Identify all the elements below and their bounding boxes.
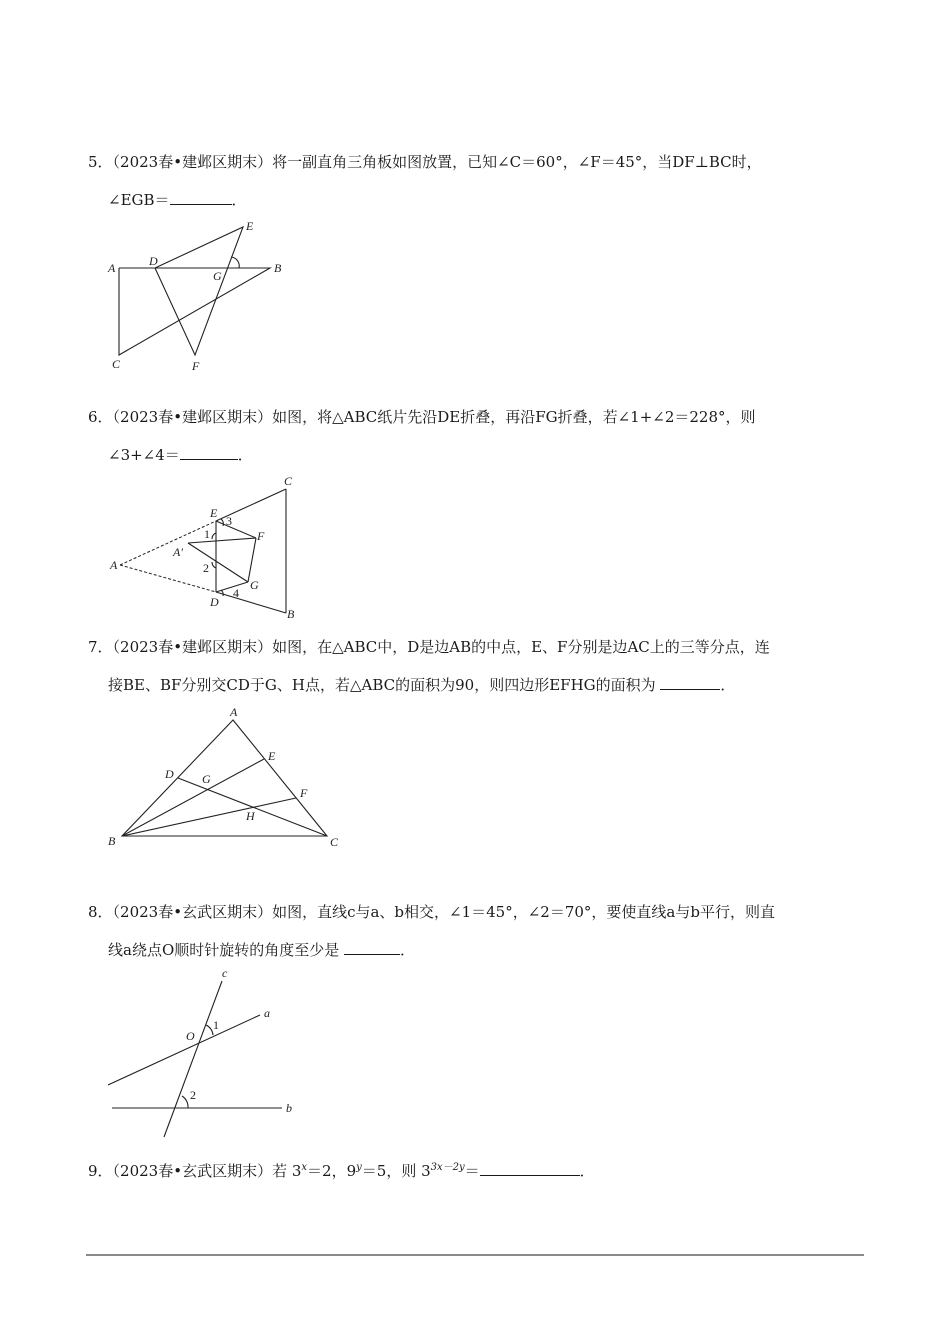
- punctuation: ．: [237, 446, 253, 464]
- question-7-line-2: [108, 675, 735, 695]
- label-f: F: [300, 786, 308, 800]
- question-7-line-1: [88, 637, 770, 657]
- question-text: ＝: [464, 1162, 480, 1180]
- angle-label-1: 1: [204, 527, 210, 541]
- label-f: F: [257, 529, 265, 543]
- question-6-line-2: [108, 445, 253, 465]
- label-g: G: [250, 578, 259, 592]
- angle-label-3: 3: [226, 514, 232, 528]
- figure-q7: [100, 700, 350, 855]
- answer-blank[interactable]: [660, 675, 720, 690]
- label-a: A: [230, 705, 238, 719]
- question-number: 8．: [88, 903, 113, 921]
- figure-q5: [100, 215, 300, 375]
- exponent: y: [356, 1162, 362, 1173]
- exponent: 3x－2y: [430, 1162, 465, 1173]
- question-text: 将一副直角三角板如图放置，已知∠C＝60°，∠F＝45°，当DF⊥BC时，: [272, 153, 762, 171]
- label-d: D: [149, 254, 158, 268]
- label-b: b: [286, 1101, 292, 1115]
- label-c: C: [330, 835, 339, 849]
- answer-blank[interactable]: [480, 1161, 580, 1176]
- punctuation: ．: [400, 941, 416, 959]
- question-5-line-1: [88, 152, 762, 172]
- label-e: E: [268, 749, 276, 763]
- label-a: A: [110, 558, 118, 572]
- question-8-line-2: [108, 940, 415, 960]
- label-e: E: [210, 506, 218, 520]
- label-a-prime: A′: [173, 545, 183, 559]
- question-number: 5．: [88, 153, 113, 171]
- label-c: C: [112, 357, 121, 371]
- label-b: B: [108, 834, 116, 848]
- angle-label-4: 4: [233, 586, 239, 600]
- label-c: c: [222, 966, 228, 980]
- label-o: O: [186, 1029, 195, 1043]
- question-source: （2023春•玄武区期末）: [112, 903, 273, 921]
- question-text: 若 3: [272, 1162, 302, 1180]
- angle-label-2: 2: [203, 561, 209, 575]
- label-d: D: [165, 767, 174, 781]
- question-5-line-2: [108, 190, 247, 210]
- question-text: ＝2，9: [307, 1162, 357, 1180]
- label-a: A: [108, 261, 116, 275]
- label-d: D: [210, 595, 219, 609]
- exponent: x: [301, 1162, 308, 1173]
- label-b: B: [274, 261, 282, 275]
- label-f: F: [192, 359, 200, 373]
- question-text: 如图，直线c与a、b相交，∠1＝45°，∠2＝70°，要使直线a与b平行，则直: [272, 903, 775, 921]
- question-text: ＝5，则 3: [361, 1162, 431, 1180]
- figure-q6: [100, 470, 310, 625]
- footer-divider: [86, 1254, 864, 1256]
- question-number: 9．: [88, 1162, 113, 1180]
- label-a: a: [264, 1006, 270, 1020]
- question-text: 如图，在△ABC中，D是边AB的中点，E、F分别是边AC上的三等分点，连: [272, 638, 770, 656]
- question-source: （2023春•建邺区期末）: [112, 153, 273, 171]
- label-h: H: [246, 809, 255, 823]
- question-text: 接BE、BF分别交CD于G、H点，若△ABC的面积为90，则四边形EFHG的面积为: [108, 676, 656, 694]
- punctuation: ．: [579, 1162, 595, 1180]
- question-number: 7．: [88, 638, 113, 656]
- question-source: （2023春•建邺区期末）: [112, 408, 273, 426]
- question-text: 如图，将△ABC纸片先沿DE折叠，再沿FG折叠，若∠1+∠2＝228°，则: [272, 408, 756, 426]
- question-source: （2023春•玄武区期末）: [112, 1162, 273, 1180]
- angle-label-1: 1: [213, 1018, 219, 1032]
- question-source: （2023春•建邺区期末）: [112, 638, 273, 656]
- question-6-line-1: [88, 407, 756, 427]
- answer-blank[interactable]: [170, 190, 232, 205]
- question-text: 线a绕点O顺时针旋转的角度至少是: [108, 941, 340, 959]
- figure-q8: [100, 965, 300, 1140]
- answer-blank[interactable]: [344, 940, 400, 955]
- angle-label-2: 2: [190, 1088, 196, 1102]
- question-number: 6．: [88, 408, 113, 426]
- label-g: G: [202, 772, 211, 786]
- question-8-line-1: [88, 902, 775, 922]
- label-b: B: [287, 607, 295, 621]
- label-g: G: [213, 269, 222, 283]
- question-9-line-1: [88, 1158, 595, 1181]
- question-text: ∠EGB＝: [108, 191, 170, 209]
- punctuation: ．: [231, 191, 247, 209]
- punctuation: ．: [720, 676, 736, 694]
- answer-blank[interactable]: [180, 445, 238, 460]
- question-text: ∠3+∠4＝: [108, 446, 180, 464]
- label-c: C: [284, 474, 293, 488]
- label-e: E: [246, 219, 254, 233]
